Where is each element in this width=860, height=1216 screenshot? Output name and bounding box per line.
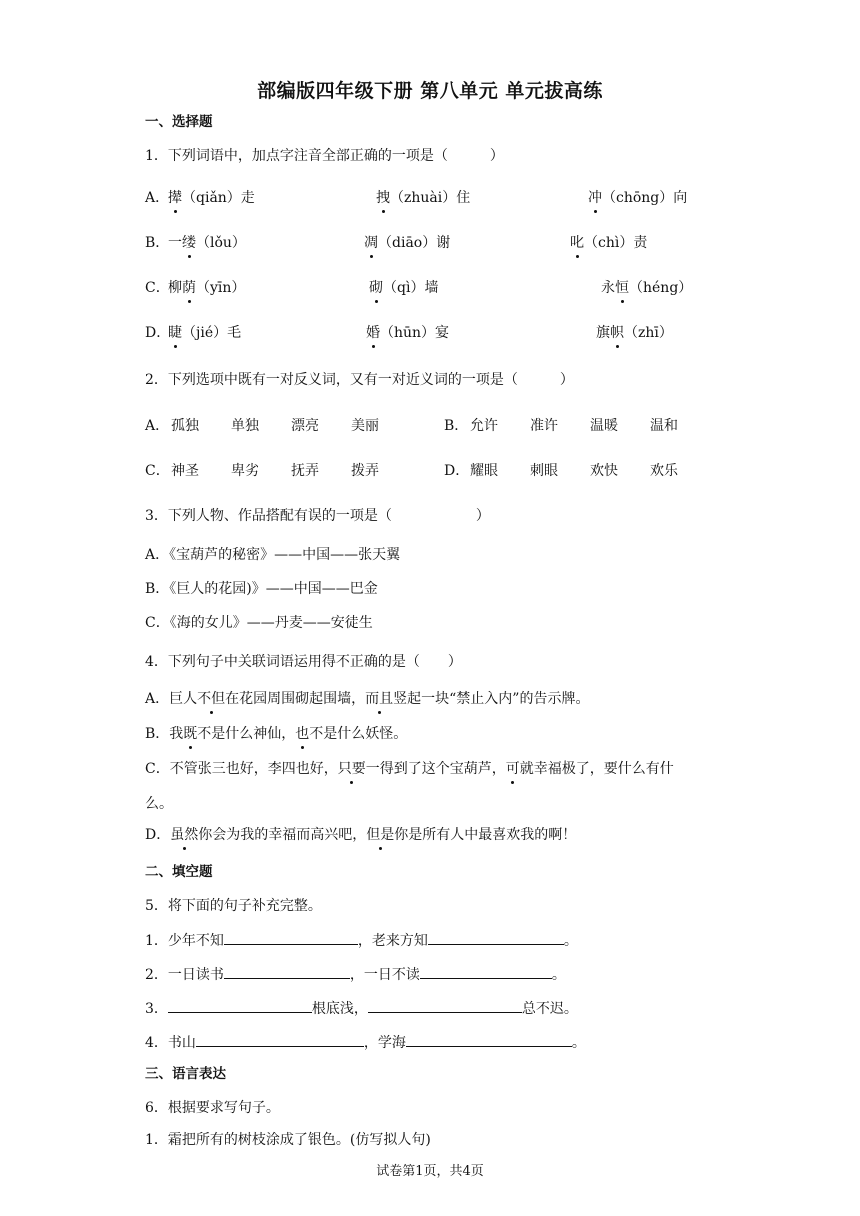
word: 漂亮: [291, 418, 319, 434]
word: 单独: [231, 418, 259, 434]
word: 抚弄: [291, 463, 319, 479]
option-text: B．我: [145, 726, 184, 742]
item-text: ，学海: [363, 1035, 406, 1051]
item-number: 1．: [145, 933, 168, 949]
question-5-stem: 5．将下面的句子补充完整。: [145, 898, 322, 914]
item-text: 。: [563, 933, 578, 949]
word: 耀眼: [470, 463, 498, 479]
question-3-option-a: A．《宝葫芦的秘密》——中国——张天翼: [145, 547, 401, 563]
pinyin-text: （chōng）向: [602, 190, 688, 206]
pinyin-item: [369, 278, 438, 298]
option-label: C．: [145, 463, 170, 479]
dotted-char: 睫: [168, 325, 182, 341]
word: 刺眼: [530, 463, 558, 479]
option-text: 一得到了这个宝葫芦，: [365, 761, 506, 777]
dotted-connective: 而且: [365, 691, 394, 707]
item-text: 书山: [167, 1035, 196, 1051]
answer-blank[interactable]: [224, 929, 358, 945]
option-label: D．: [444, 463, 470, 479]
dotted-char: 荫: [182, 280, 196, 296]
question-6-item-1: 1．霜把所有的树枝涂成了银色。(仿写拟人句): [145, 1132, 431, 1148]
option-text: D．: [145, 827, 171, 843]
question-4-option-c: [145, 759, 674, 779]
question-1-stem: 1．下列词语中，加点字注音全部正确的一项是（ ）: [145, 148, 504, 164]
item-text: 。: [571, 1035, 586, 1051]
item-text: ，老来方知: [357, 933, 428, 949]
fill-item-4: [145, 1031, 586, 1053]
item-text: 少年不知: [167, 933, 224, 949]
pinyin-text: （hūn）宴: [380, 325, 450, 341]
option-label: B．: [145, 235, 170, 251]
word: 卑劣: [231, 463, 259, 479]
item-number: 4．: [145, 1035, 168, 1051]
pinyin-item: [168, 278, 245, 298]
option-text: 不是什么妖怪。: [309, 726, 408, 742]
option-label: A．: [145, 190, 170, 206]
pinyin-text: （jié）毛: [182, 325, 242, 341]
question-4-option-c-continuation: 么。: [145, 796, 173, 812]
question-4-option-a: [145, 689, 589, 709]
pinyin-item: [376, 188, 470, 208]
option-text: 在花园周围砌起围墙，: [225, 691, 366, 707]
plain-char: 旗: [596, 325, 610, 341]
pinyin-text: （diāo）谢: [378, 235, 451, 251]
item-text: 总不迟。: [521, 1001, 578, 1017]
plain-char: 永: [601, 280, 615, 296]
fill-item-2: [145, 963, 566, 985]
section-heading-choice: 一、选择题: [145, 114, 213, 130]
answer-blank[interactable]: [224, 963, 350, 979]
question-3-option-b: B．《巨人的花园)》——中国——巴金: [145, 581, 378, 597]
dotted-char: 冲: [588, 190, 602, 206]
dotted-char: 恒: [615, 280, 629, 296]
option-text: 竖起一块“禁止入内”的告示牌。: [393, 691, 590, 707]
page-title: 部编版四年级下册 第八单元 单元拔高练: [257, 80, 603, 102]
pinyin-text: （qì）墙: [383, 280, 439, 296]
question-4-stem: 4．下列句子中关联词语运用得不正确的是（ ）: [145, 654, 462, 670]
pinyin-item: [570, 233, 647, 253]
option-text: C．不管张三也好，李四也好，: [145, 761, 338, 777]
answer-blank[interactable]: [168, 997, 312, 1013]
pinyin-text: （héng）: [629, 280, 693, 296]
item-number: 3．: [145, 1001, 168, 1017]
answer-blank[interactable]: [196, 1031, 364, 1047]
question-6-stem: 6．根据要求写句子。: [145, 1100, 280, 1116]
dotted-connective: 不但: [197, 691, 226, 707]
dotted-char: 拽: [376, 190, 390, 206]
item-number: 2．: [145, 967, 168, 983]
pinyin-item: [601, 278, 692, 298]
dotted-char: 撵: [168, 190, 182, 206]
word: 欢乐: [650, 463, 678, 479]
dotted-connective: 也: [295, 726, 310, 742]
pinyin-text: （zhī）: [624, 325, 673, 341]
answer-blank[interactable]: [420, 963, 552, 979]
question-4-option-d: [145, 825, 576, 845]
pinyin-item: [366, 323, 449, 343]
pinyin-text: （yīn）: [196, 280, 246, 296]
dotted-char: 凋: [364, 235, 378, 251]
word: 温和: [650, 418, 678, 434]
item-text: 。: [551, 967, 566, 983]
option-text: 你会为我的幸福而高兴吧，: [198, 827, 367, 843]
word: 孤独: [171, 418, 199, 434]
pinyin-item: [168, 323, 241, 343]
option-label: B．: [444, 418, 469, 434]
pinyin-item: [588, 188, 687, 208]
answer-blank[interactable]: [368, 997, 522, 1013]
word: 温暖: [590, 418, 618, 434]
fill-item-1: [145, 929, 578, 951]
word: 欢快: [590, 463, 618, 479]
word: 美丽: [351, 418, 379, 434]
answer-blank[interactable]: [428, 929, 564, 945]
option-label: A．: [145, 418, 170, 434]
pinyin-text: （chì）责: [584, 235, 648, 251]
dotted-connective: 但是: [366, 827, 395, 843]
option-text: 就幸福极了，要什么有什: [519, 761, 674, 777]
word: 拨弄: [351, 463, 379, 479]
plain-char: 柳: [168, 280, 182, 296]
dotted-char: 叱: [570, 235, 584, 251]
pinyin-item: [596, 323, 673, 343]
pinyin-item: [364, 233, 450, 253]
dotted-connective: 可: [505, 761, 520, 777]
dotted-char: 缕: [182, 235, 196, 251]
option-label: D．: [145, 325, 171, 341]
item-text: 一日读书: [167, 967, 224, 983]
question-2-stem: 2．下列选项中既有一对反义词，又有一对近义词的一项是（ ）: [145, 372, 574, 388]
option-label: C．: [145, 280, 170, 296]
question-3-stem: 3．下列人物、作品搭配有误的一项是（ ）: [145, 508, 490, 524]
section-heading-expression: 三、语言表达: [145, 1066, 226, 1082]
dotted-char: 帜: [610, 325, 624, 341]
pinyin-text: （lǒu）: [196, 235, 246, 251]
dotted-connective: 虽然: [170, 827, 199, 843]
fill-item-3: [145, 997, 578, 1019]
dotted-char: 婚: [366, 325, 380, 341]
question-4-option-b: [145, 724, 407, 744]
pinyin-item: [168, 233, 246, 253]
item-text: 根底浅，: [311, 1001, 368, 1017]
answer-blank[interactable]: [406, 1031, 572, 1047]
plain-char: 一: [168, 235, 182, 251]
question-3-option-c: C．《海的女儿》——丹麦——安徒生: [145, 615, 373, 631]
item-text: ，一日不读: [349, 967, 420, 983]
pinyin-item: [168, 188, 255, 208]
option-text: 不是什么神仙，: [197, 726, 296, 742]
word: 准许: [530, 418, 558, 434]
word: 允许: [470, 418, 498, 434]
dotted-char: 砌: [369, 280, 383, 296]
dotted-connective: 只要: [337, 761, 366, 777]
option-text: 你是所有人中最喜欢我的啊！: [394, 827, 577, 843]
dotted-connective: 既: [183, 726, 198, 742]
pinyin-text: （zhuài）住: [390, 190, 471, 206]
page-footer: 试卷第1页，共4页: [376, 1164, 484, 1179]
option-text: A．巨人: [145, 691, 198, 707]
word: 神圣: [171, 463, 199, 479]
pinyin-text: （qiǎn）走: [182, 190, 255, 206]
section-heading-fill-blank: 二、填空题: [145, 864, 213, 880]
